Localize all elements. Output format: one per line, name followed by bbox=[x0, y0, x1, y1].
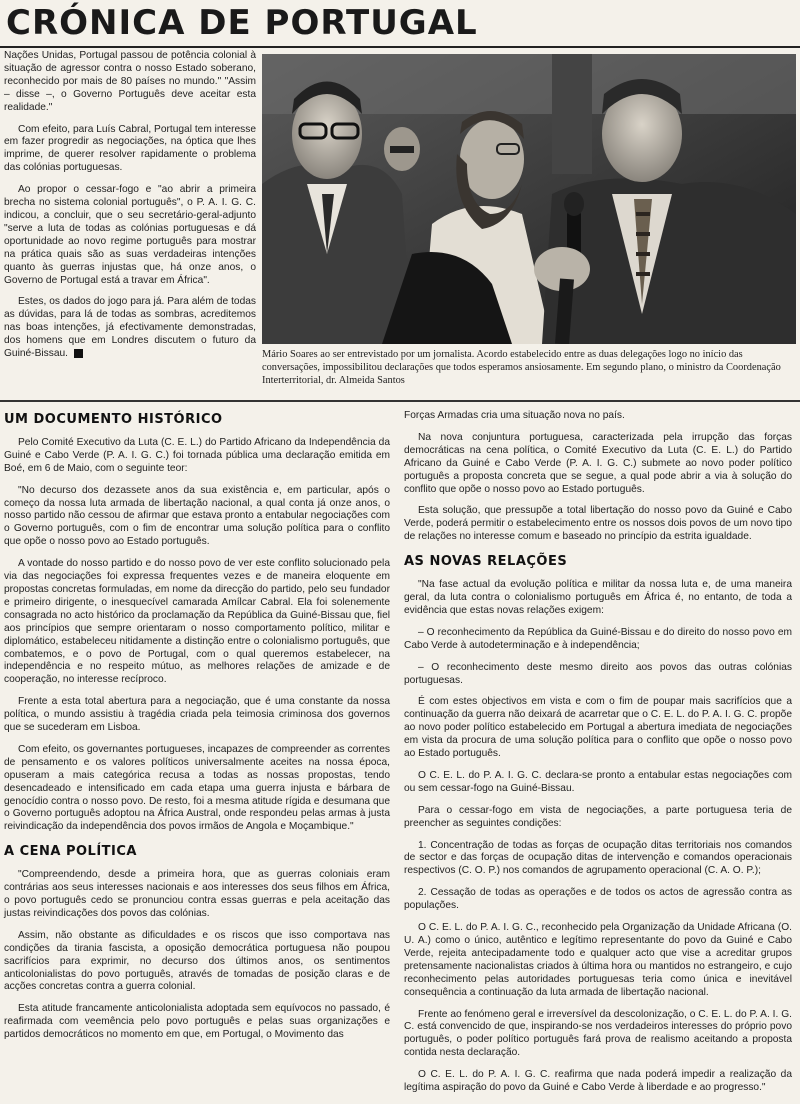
photo-caption: Mário Soares ao ser entrevistado por um jornalista. Acordo estabelecido entre as duas delegações logo no início das conversações, impossibilitou declarações que todos esperamos ansiosamente. Em segundo plano, o ministro da Coordenação Interterritorial, dr. Almeida Santos bbox=[262, 349, 781, 386]
paragraph: Na nova conjuntura portuguesa, caracterizada pela irrupção das forças democráticas na cena política, o Comité Executivo da Luta (C. E. L.) do Partido Africano da Guiné e Cabo Verde (P. A. I. G. C.) submete ao novo poder político português a proposta concreta que se segue, a qual pode abrir a via à solução do conflito que opõe o nosso povo ao Estado português. bbox=[404, 431, 792, 495]
paragraph: O C. E. L. do P. A. I. G. C. reafirma que nada poderá impedir a realização da legítima aspiração do povo da Guiné e Cabo Verde à liberdade e ao progresso." bbox=[404, 1069, 792, 1094]
right-column bbox=[404, 410, 792, 1104]
top-left-column bbox=[4, 50, 256, 370]
paragraph: Para o cessar-fogo em vista de negociações, a parte portuguesa teria de preencher as seguintes condições: bbox=[404, 804, 792, 829]
paragraph: Nações Unidas, Portugal passou de potência colonial à situação de agressor contra o nosso Estado soberano, reconhecido por mais de 80 países no mundo." "Assim – disse –, o Governo Português deve aceitar esta realidade." bbox=[4, 50, 256, 113]
paragraph-text: Estes, os dados do jogo para já. Para além de todas as dúvidas, para lá de todas as sombras, acreditemos nas boas intenções, já efectivamente demonstradas, dos homens que em Londres discutem o futuro da Guiné-Bissau. bbox=[4, 296, 256, 360]
news-photo bbox=[262, 54, 796, 344]
paragraph: A vontade do nosso partido e do nosso povo de ver este conflito solucionado pela via das negociações foi expressa frequentes vezes e de maneira eloquente em propostas concretas formuladas, em nome da direcção do partido, pelo seu fundador e primeiro dirigente, o inesquecível camarada Amílcar Cabral. Ela foi solenemente consagrada no acto histórico da proclamação da República da Guiné-Bissau que, fiel aos princípios que sempre orientaram o nosso comportamento político, militar e diplomático, estabeleceu nitidamente a distinção entre o colonialismo português, que combatemos, e o povo de Portugal, com o qual queremos estabelecer, na independência e no respeito mútuo, as melhores relações de amizade e de cooperação, no interesse recíproco. bbox=[4, 558, 390, 686]
paragraph: "Compreendendo, desde a primeira hora, que as guerras coloniais eram contrárias aos seus interesses nacionais e aos interesses dos seus filhos em África, o povo português cedo se pronunciou contra essas guerras e pela aceitação das justas reivindicações dos povos das colónias. bbox=[4, 869, 390, 919]
masthead bbox=[0, 0, 800, 48]
paragraph bbox=[4, 296, 256, 361]
paragraph: O C. E. L. do P. A. I. G. C., reconhecido pela Organização da Unidade Africana (O. U. A.) como o único, autêntico e legítimo representante do povo da Guiné e Cabo Verde, rejeita antecipadamente todo e qualquer acto que vise a acreditar grupos pretensamente nacionalistas criados à última hora ou mantidos no estrangeiro, e cujo reconhecimento pelas autoridades portuguesas teria como única e inevitável consequência a continuação da luta armada de libertação nacional. bbox=[404, 922, 792, 998]
paragraph: Frente a esta total abertura para a negociação, que é uma constante da nossa política, o mundo assistiu à tragédia criada pela teimosia criminosa dos governos que se sucederam em Lisboa. bbox=[4, 696, 390, 734]
paragraph: 2. Cessação de todas as operações e de todos os actos de agressão contra as populações. bbox=[404, 887, 792, 912]
section-heading: A CENA POLÍTICA bbox=[4, 844, 137, 860]
paragraph: O C. E. L. do P. A. I. G. C. declara-se pronto a entabular estas negociações com ou sem cessar-fogo na Guiné-Bissau. bbox=[404, 769, 792, 794]
paragraph: Assim, não obstante as dificuldades e os riscos que isso comportava nas condições da tirania fascista, a oposição democrática portuguesa não poupou sacrifícios para exprimir, no decurso dos últimos anos, os sentimentos anticolonialistas do povo português, através de tomadas de posição claras e de acções concretas contra a guerra colonial. bbox=[4, 929, 390, 993]
paragraph: "No decurso dos dezassete anos da sua existência e, em particular, após o começo da nossa luta armada de libertação nacional, a qual conta já onze anos, o nosso partido não cessou de afirmar que estava pronto a entabular negociações com o Governo português, com o fim de encontrar uma solução política para o conflito que opõe o nosso povo ao Estado português. bbox=[4, 484, 390, 548]
section-divider bbox=[0, 400, 800, 402]
page-title: CRÓNICA DE PORTUGAL bbox=[6, 3, 478, 43]
paragraph: Esta solução, que pressupõe a total libertação do nosso povo da Guiné e Cabo Verde, poderá permitir o estabelecimento entre os nossos dois povos de um novo tipo de relações no interesse comum e baseado no princípio da estrita igualdade. bbox=[404, 505, 792, 543]
paragraph: É com estes objectivos em vista e com o fim de poupar mais sacrifícios que a continuação da guerra não deixará de acarretar que o C. E. L. do P. A. I. G. C. propõe ao novo poder político estabelecido em Portugal a abertura imediata de negociações em vista da procura de uma solução política para o conflito que opõe o nosso povo ao Estado português. bbox=[404, 696, 792, 760]
paragraph: – O reconhecimento da República da Guiné-Bissau e do direito do nosso povo em Cabo Verde à autodeterminação e à independência; bbox=[404, 626, 792, 651]
section-heading: UM DOCUMENTO HISTÓRICO bbox=[4, 412, 223, 427]
paragraph: "Na fase actual da evolução política e militar da nossa luta e, de uma maneira geral, da luta contra o colonialismo português em África é, no entanto, de toda a evidência que estas novas relações exigem: bbox=[404, 579, 792, 616]
paragraph: Pelo Comité Executivo da Luta (C. E. L.) do Partido Africano da Independência da Guiné e Cabo Verde (P. A. I. G. C.) foi tornada pública uma declaração emitida em Boé, em 6 de Maio, com o seguinte teor: bbox=[4, 436, 390, 474]
paragraph: Com efeito, para Luís Cabral, Portugal tem interesse em fazer progredir as negociações, na óptica que lhes imprime, de querer resolver rapidamente o problema das colónias portuguesas. bbox=[4, 123, 256, 174]
left-column bbox=[4, 410, 390, 1051]
end-mark-icon bbox=[74, 349, 83, 358]
section-heading: AS NOVAS RELAÇÕES bbox=[404, 554, 568, 570]
photo-illustration bbox=[262, 54, 796, 344]
paragraph: Ao propor o cessar-fogo e "ao abrir a primeira brecha no sistema colonial português", o P. A. I. G. C. indicou, a concluir, que o seu secretário-geral-adjunto "serve a luta de todas as colónias portuguesas e dá oportunidade ao novo regime português para mostrar na prática quais são as suas verdadeiras intenções quanto às guerras injustas que, há onze anos, o Governo de Portugal está a travar em África". bbox=[4, 184, 256, 286]
paragraph: Com efeito, os governantes portugueses, incapazes de compreender as correntes de pensamento e os valores políticos universalmente aceites na nossa época, opuseram a mais categórica recusa a todas as nossas propostas, tendo desencadeado e intensificado em cada etapa uma guerra injusta e bárbara de genocídio contra o nosso povo. De resto, foi a mesma atitude rígida e desumana que o Governo português adoptou na África Austral, onde respondeu pelas armas à justa reivindicação da independência dos povos irmãos de Angola e Moçambique." bbox=[4, 743, 390, 833]
paragraph: Frente ao fenómeno geral e irreversível da descolonização, o C. E. L. do P. A. I. G. C. está convencido de que, inspirando-se nos verdadeiros interesses do próprio povo português, o poder político português fará prova de realismo aceitando a proposta contida nesta declaração. bbox=[404, 1008, 792, 1059]
paragraph: – O reconhecimento deste mesmo direito aos povos das outras colónias portuguesas. bbox=[404, 661, 792, 686]
paragraph: 1. Concentração de todas as forças de ocupação ditas territoriais nos comandos de sector e das forças de ocupação ditas de intervenção e comandos operacionais respectivos (C. O. P.) nos comandos de agrupamento operacional (C. A. O. P.); bbox=[404, 839, 792, 877]
paragraph: Esta atitude francamente anticolonialista adoptada sem equívocos no passado, é reafirmada com veemência pelo povo português e pelas suas organizações e partidos democráticos no momento em que, em Portugal, o Movimento das bbox=[4, 1003, 390, 1041]
paragraph: Forças Armadas cria uma situação nova no país. bbox=[404, 410, 625, 421]
